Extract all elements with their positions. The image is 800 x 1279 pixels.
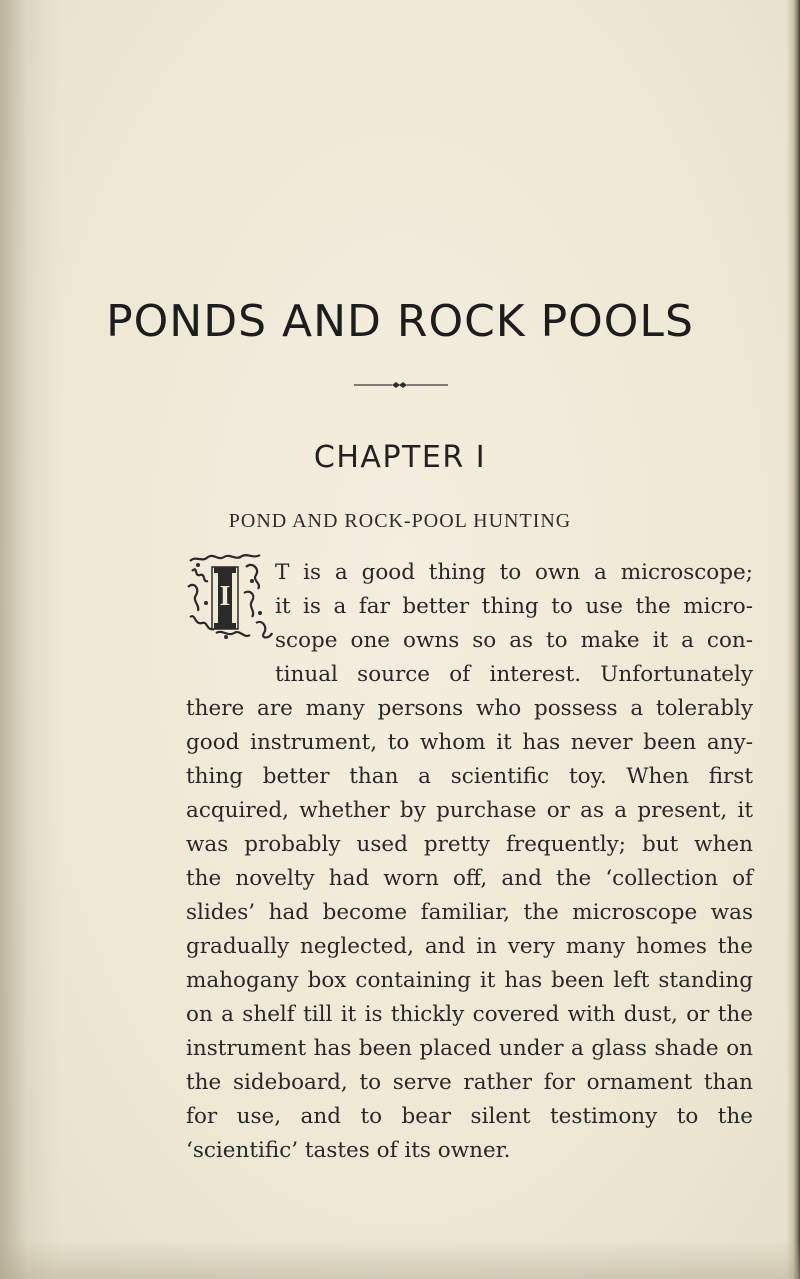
text-line: ‘scientific’ tastes of its owner. bbox=[186, 1138, 511, 1163]
decorative-initial-letter bbox=[186, 553, 274, 643]
dropcap-letter: I bbox=[219, 581, 231, 612]
text-line: slides’ had become familiar, the microscope was bbox=[186, 900, 753, 925]
text-line: T is a good thing to own a microscope; bbox=[275, 560, 753, 585]
text-line: thing better than a scientific toy. When first bbox=[186, 764, 753, 789]
text-line: gradually neglected, and in very many homes the bbox=[186, 934, 753, 959]
text-line: for use, and to bear silent testimony to the bbox=[186, 1104, 753, 1129]
text-line: instrument has been placed under a glass shade on bbox=[186, 1036, 753, 1061]
page-right-edge bbox=[786, 0, 800, 1279]
text-line: acquired, whether by purchase or as a present, it bbox=[186, 798, 753, 823]
text-line: scope one owns so as to make it a con- bbox=[275, 628, 753, 653]
text-line: it is a far better thing to use the micro- bbox=[275, 594, 753, 619]
text-line: tinual source of interest. Unfortunately bbox=[275, 662, 753, 687]
text-line: the sideboard, to serve rather for ornament than bbox=[186, 1070, 753, 1095]
text-line: good instrument, to whom it has never been any- bbox=[186, 730, 753, 755]
page-gutter-shadow bbox=[0, 0, 60, 1279]
page-bottom-shadow bbox=[0, 1239, 800, 1279]
text-line: was probably used pretty frequently; but when bbox=[186, 832, 753, 857]
section-heading: POND AND ROCK-POOL HUNTING bbox=[228, 510, 572, 532]
text-line: on a shelf till it is thickly covered with dust, or the bbox=[186, 1002, 753, 1027]
text-line: there are many persons who possess a tolerably bbox=[186, 696, 753, 721]
text-line: mahogany box containing it has been left standing bbox=[186, 968, 753, 993]
book-title: PONDS AND ROCK POOLS bbox=[106, 296, 694, 347]
title-ornament-divider bbox=[354, 380, 448, 390]
text-line: the novelty had worn off, and the ‘collection of bbox=[186, 866, 753, 891]
chapter-heading: CHAPTER I bbox=[313, 440, 487, 475]
